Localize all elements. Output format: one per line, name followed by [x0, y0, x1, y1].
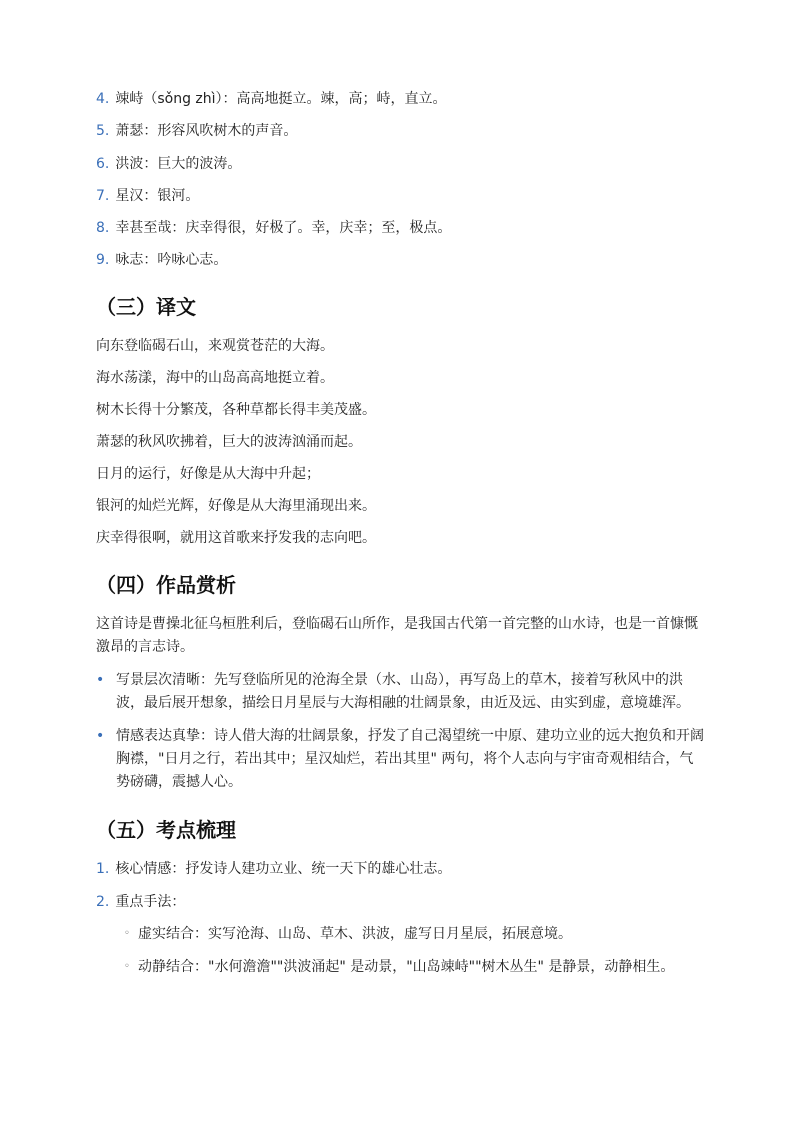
bullet-item	[96, 725, 706, 794]
list-item	[96, 249, 706, 271]
section-heading-appreciation: （四）作品赏析	[96, 573, 236, 598]
appreciation-bullets	[96, 669, 706, 794]
list-number: 6.	[96, 155, 110, 172]
annotation-list	[96, 88, 706, 271]
document-content	[96, 88, 706, 978]
list-item	[96, 891, 706, 913]
hollow-bullet-icon: ◦	[124, 961, 130, 973]
hollow-bullet-icon: ◦	[124, 928, 130, 940]
list-item	[96, 217, 706, 239]
sub-list-item	[96, 923, 706, 945]
list-item	[96, 120, 706, 142]
list-number: 8.	[96, 220, 110, 237]
exam-points-list	[96, 858, 706, 978]
list-item	[96, 858, 706, 880]
translation-line: 海水荡漾，海中的山岛高高地挺立着。	[96, 370, 334, 387]
list-text: 萧瑟：形容风吹树木的声音。	[115, 123, 298, 140]
translation-line: 日月的运行，好像是从大海中升起；	[96, 466, 320, 483]
sub-item-text: 虚实结合：实写沧海、山岛、草木、洪波，虚写日月星辰，拓展意境。	[138, 926, 572, 943]
list-number: 7.	[96, 187, 110, 204]
bullet-text: 情感表达真挚：诗人借大海的壮阔景象，抒发了自己渴望统一中原、建功立业的远大抱负和开阔胸襟，"日月之行，若出其中；星汉灿烂，若出其里" 两句，将个人志向与宇宙奇观相结合，气势磅礴，震撼人心。	[116, 728, 704, 791]
list-item	[96, 185, 706, 207]
list-text: 重点手法：	[115, 893, 186, 910]
appreciation-intro: 这首诗是曹操北征乌桓胜利后，登临碣石山所作，是我国古代第一首完整的山水诗，也是一首慷慨激昂的言志诗。	[96, 616, 698, 656]
list-number: 1.	[96, 861, 110, 878]
list-item	[96, 88, 706, 110]
bullet-text: 写景层次清晰：先写登临所见的沧海全景（水、山岛），再写岛上的草木，接着写秋风中的洪波，最后展开想象，描绘日月星辰与大海相融的壮阔景象，由近及远、由实到虚，意境雄浑。	[116, 672, 690, 712]
list-text: 洪波：巨大的波涛。	[115, 155, 242, 172]
list-number: 4.	[96, 91, 110, 107]
list-text: 核心情感：抒发诗人建功立业、统一天下的雄心壮志。	[115, 861, 452, 878]
translation-line: 萧瑟的秋风吹拂着，巨大的波涛汹涌而起。	[96, 434, 362, 451]
bullet-item	[96, 669, 706, 715]
list-number: 2.	[96, 893, 110, 910]
translation-block	[96, 335, 706, 549]
list-text: 星汉：银河。	[115, 187, 200, 204]
translation-line: 向东登临碣石山，来观赏苍茫的大海。	[96, 338, 334, 355]
section-heading-exam-points: （五）考点梳理	[96, 818, 236, 843]
list-text: 幸甚至哉：庆幸得很，好极了。幸，庆幸；至，极点。	[115, 220, 452, 237]
translation-line: 银河的灿烂光辉，好像是从大海里涌现出来。	[96, 498, 376, 515]
bullet-icon: •	[96, 728, 105, 745]
list-text: 竦峙（sǒng zhì）：高高地挺立。竦，高；峙，直立。	[115, 91, 447, 107]
sub-item-text: 动静结合："水何澹澹""洪波涌起" 是动景，"山岛竦峙""树木丛生" 是静景，动静相生。	[138, 959, 675, 976]
translation-line: 庆幸得很啊，就用这首歌来抒发我的志向吧。	[96, 530, 376, 547]
list-item	[96, 153, 706, 175]
section-heading-translation: （三）译文	[96, 295, 196, 320]
translation-line: 树木长得十分繁茂，各种草都长得丰美茂盛。	[96, 402, 376, 419]
list-number: 9.	[96, 252, 110, 269]
sub-list-item	[96, 956, 706, 978]
list-text: 咏志：吟咏心志。	[115, 252, 228, 269]
list-number: 5.	[96, 123, 110, 140]
bullet-icon: •	[96, 672, 105, 689]
